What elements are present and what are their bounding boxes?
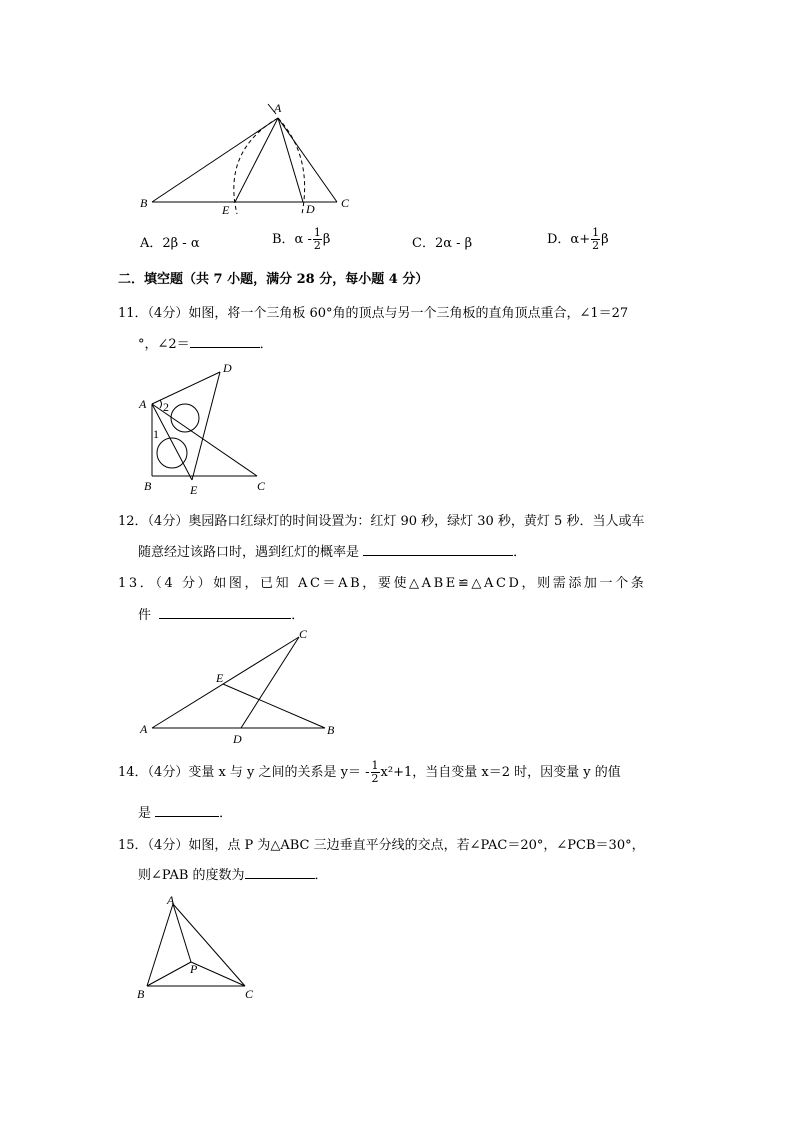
label-b: B [327, 723, 335, 737]
q11-line2: °，∠2＝ ． [138, 333, 273, 352]
fraction: $\frac{1}{2}$ [371, 759, 379, 785]
q11-line1: 11．（4分）如图，将一个三角板 60°角的顶点与另一个三角板的直角顶点重合，∠1＝27 [118, 306, 629, 321]
q11-figure [135, 360, 285, 498]
q10-option-d: D．α+ $\frac{1}{2}$ β [547, 226, 609, 252]
label-e: E [190, 483, 198, 497]
seg-ab [152, 118, 278, 202]
q10-option-c: C．2α - β [412, 236, 473, 251]
label-b: B [137, 987, 145, 1001]
label-1: 1 [153, 427, 159, 441]
label-c: C [299, 627, 308, 641]
q10-option-a: A．2β - α [140, 236, 200, 251]
seg-ac [278, 118, 337, 202]
label-a: A [274, 101, 282, 115]
seg-ae [235, 118, 278, 202]
q12-line1: 12．（4分）奥园路口红绿灯的时间设置为：红灯 90 秒，绿灯 30 秒，黄灯 5 秒．当人或车 [118, 514, 645, 529]
answer-blank[interactable] [159, 604, 291, 619]
label-a: A [167, 893, 175, 907]
q15-line2: 则∠PAB 的度数为 ． [138, 864, 328, 883]
label-d: D [223, 361, 232, 375]
answer-blank[interactable] [363, 541, 513, 556]
fraction: $\frac{1}{2}$ [313, 226, 321, 252]
q14-line2: 是 ． [138, 802, 232, 821]
section-title: 二．填空题（共 7 小题，满分 28 分，每小题 4 分） [118, 272, 429, 287]
answer-blank[interactable] [190, 333, 260, 348]
circle-upper [171, 404, 199, 432]
label-a: A [140, 722, 148, 736]
q13-line2: 件 ． [138, 604, 304, 623]
fraction: $\frac{1}{2}$ [592, 226, 600, 252]
q10-figure [130, 96, 370, 221]
label-e: E [216, 671, 224, 685]
label-a: A [139, 397, 147, 411]
q13-line1: 13．（4 分）如图，已知 AC＝AB，要使△ABE≌△ACD，则需添加一个条 [118, 576, 647, 591]
label-c: C [257, 479, 266, 493]
label-2: 2 [163, 400, 169, 414]
label-e: E [222, 203, 230, 217]
label-c: C [245, 987, 254, 1001]
answer-blank[interactable] [155, 802, 219, 817]
q15-figure [133, 892, 263, 1004]
label-b: B [140, 196, 148, 210]
q15-line1: 15．（4分）如图，点 P 为△ABC 三边垂直平分线的交点，若∠PAC＝20°，∠PCB＝30°， [118, 838, 645, 853]
label-d: D [233, 732, 242, 746]
answer-blank[interactable] [245, 864, 315, 879]
q12-line2: 随意经过该路口时，遇到红灯的概率是 ． [138, 541, 526, 560]
q10-option-b: B．α - $\frac{1}{2}$ β [272, 226, 331, 252]
q14-line1: 14．（4分）变量 x 与 y 之间的关系是 y＝ - $\frac{1}{2}$ x²+1，当自变量 x＝2 时，因变量 y 的值 [118, 759, 621, 785]
label-p: P [190, 962, 198, 976]
q13-figure [135, 625, 345, 750]
label-c: C [341, 196, 350, 210]
label-b: B [144, 479, 152, 493]
label-d: D [306, 202, 315, 216]
seg-ad [278, 118, 303, 202]
